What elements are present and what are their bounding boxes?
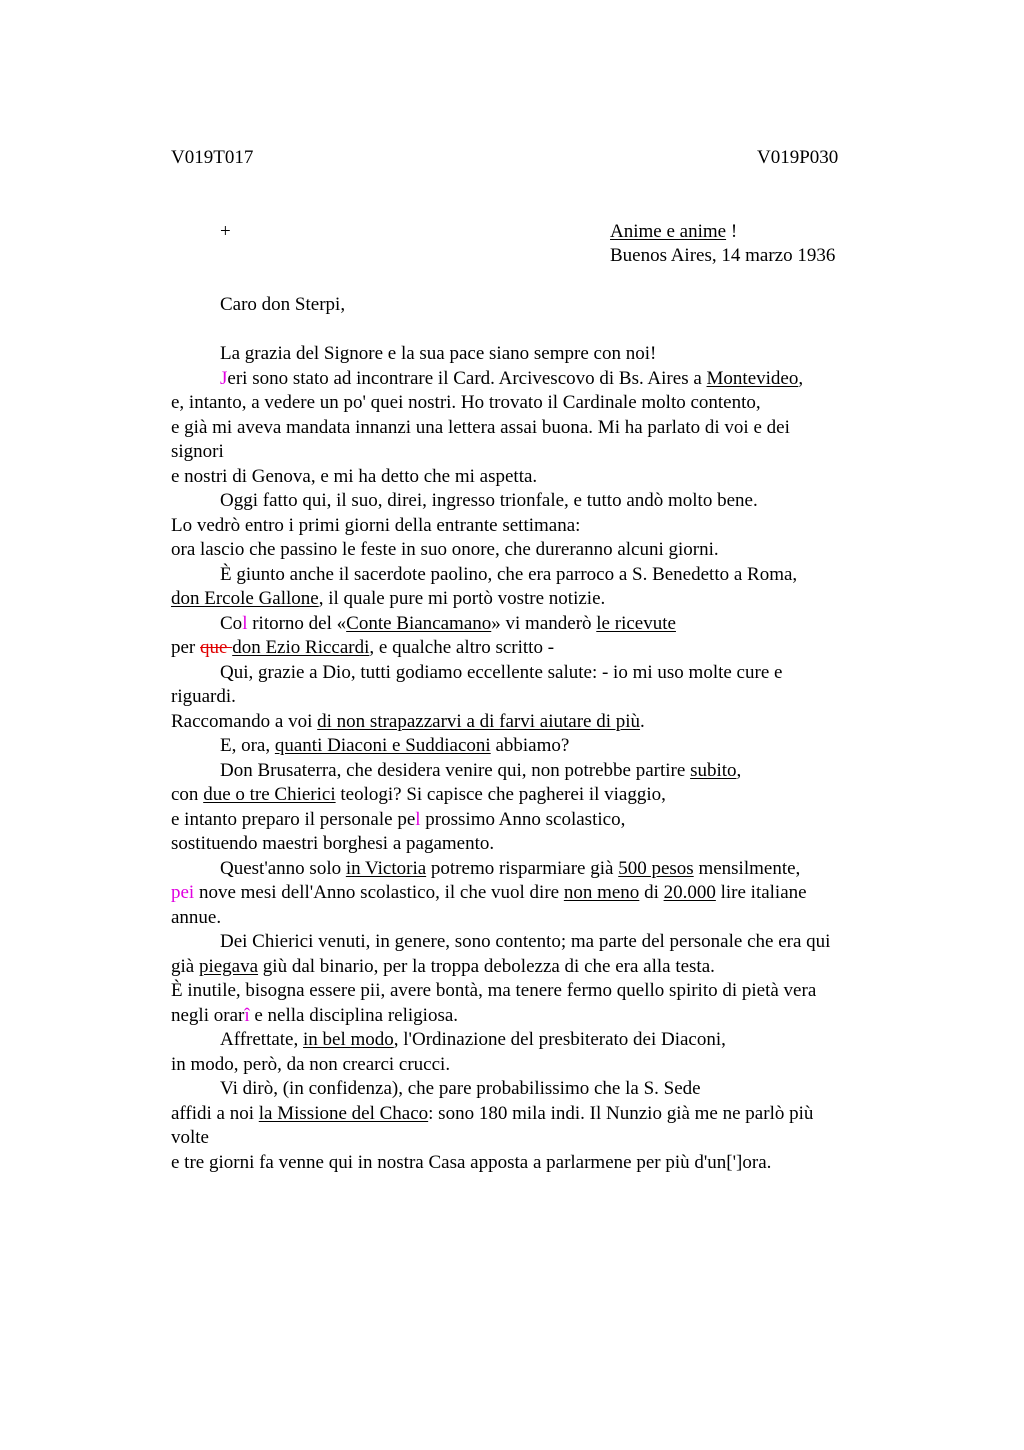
line-text: È giunto anche il sacerdote paolino, che era parroco a S. Benedetto a Roma, — [220, 563, 798, 585]
magenta-annotation: J — [220, 367, 228, 389]
line-text: eri sono stato ad incontrare il Card. Arcivescovo di Bs. Aires a — [227, 367, 707, 389]
magenta-annotation: î — [244, 1004, 250, 1026]
letter-line — [171, 979, 891, 1004]
line-text: Affrettate, — [220, 1029, 303, 1050]
underlined-text: non meno — [563, 882, 640, 903]
line-text: . — [640, 710, 645, 732]
line-text: e già mi aveva mandata innanzi una lettera assai buona. Mi ha parlato di voi e dei — [171, 416, 790, 438]
letter-line — [171, 881, 891, 906]
line-text: , il quale pure mi portò vostre notizie. — [318, 588, 606, 609]
letter-line — [171, 465, 891, 490]
underlined-text: subito — [690, 759, 737, 781]
place-date: Buenos Aires, 14 marzo 1936 — [610, 245, 836, 266]
underlined-text: quanti Diaconi e Suddiaconi — [274, 735, 491, 756]
line-text: » vi manderò — [491, 612, 597, 634]
line-text: signori — [171, 441, 224, 462]
line-text: affidi a noi — [171, 1102, 259, 1124]
letter-line — [171, 783, 891, 808]
underlined-text: due o tre Chierici — [203, 784, 336, 805]
line-text: mensilmente, — [693, 857, 801, 879]
line-text: già — [171, 955, 199, 977]
line-text: Quest'anno solo — [220, 857, 346, 879]
line-text: nove mesi dell'Anno scolastico, il che vuol dire — [194, 882, 564, 903]
letter-line — [171, 759, 891, 784]
magenta-annotation: l — [242, 612, 248, 634]
line-text: , e qualche altro scritto - — [369, 637, 555, 658]
letter-line — [171, 440, 891, 465]
cross-mark: + — [220, 221, 231, 242]
letter-line — [171, 489, 891, 514]
letter-line — [171, 808, 891, 833]
line-text: ora lascio che passino le feste in suo onore, che dureranno alcuni giorni. — [171, 539, 719, 560]
letter-line — [171, 1004, 891, 1029]
magenta-annotation: pei — [171, 882, 195, 903]
underlined-text: don Ezio Riccardi — [232, 637, 370, 658]
letter-line — [171, 538, 891, 563]
line-text: ritorno del « — [247, 612, 347, 634]
letter-line — [171, 857, 891, 882]
underlined-text: piegava — [198, 955, 259, 977]
letter-line — [171, 1077, 891, 1102]
line-text: e tre giorni fa venne qui in nostra Casa apposta a parlarmene per più d'un[']ora. — [171, 1151, 772, 1173]
letter-line — [171, 1126, 891, 1151]
letter-line — [171, 514, 891, 539]
letter-line — [171, 1053, 891, 1078]
letter-line — [171, 612, 891, 637]
doc-code-left: V019T017 — [171, 147, 254, 168]
line-text: di — [639, 882, 664, 903]
line-text: in modo, però, da non crearci crucci. — [171, 1053, 451, 1075]
underlined-text: Montevideo — [706, 367, 799, 389]
doc-code-right: V019P030 — [757, 147, 839, 168]
letter-line — [171, 955, 891, 980]
underlined-text: la Missione del Chaco — [258, 1102, 429, 1124]
line-text: Vi dirò, (in confidenza), che pare probabilissimo che la S. Sede — [220, 1078, 701, 1099]
line-text: E, ora, — [220, 735, 275, 756]
letter-line — [171, 636, 891, 661]
letter-line — [171, 342, 891, 367]
line-text: teologi? Si capisce che pagherei il viaggio, — [335, 784, 666, 805]
motto: Anime e anime — [610, 221, 727, 242]
line-text: e nostri di Genova, e mi ha detto che mi aspetta. — [171, 465, 538, 487]
letter-line — [171, 1102, 891, 1127]
underlined-text: 20.000 — [663, 882, 716, 903]
line-text: e nella disciplina religiosa. — [249, 1004, 459, 1026]
line-text: riguardi. — [171, 686, 236, 707]
underlined-text: di non strapazzarvi a di farvi aiutare di più — [317, 710, 641, 732]
line-text: abbiamo? — [490, 735, 570, 756]
line-text: sostituendo maestri borghesi a pagamento. — [171, 833, 495, 854]
letter-body — [171, 342, 891, 1175]
line-text: prossimo Anno scolastico, — [420, 808, 626, 830]
line-text: potremo risparmiare già — [426, 857, 619, 879]
line-text: , — [736, 759, 742, 781]
line-text: per — [171, 637, 201, 658]
deleted-text: que — [200, 637, 233, 658]
line-text: volte — [171, 1127, 209, 1148]
letter-line — [171, 685, 891, 710]
line-text: Raccomando a voi — [171, 710, 318, 732]
letter-line — [171, 587, 891, 612]
letter-line — [171, 661, 891, 686]
letter-line — [171, 563, 891, 588]
underlined-text: 500 pesos — [618, 857, 694, 879]
line-text: , l'Ordinazione del presbiterato dei Diaconi, — [393, 1029, 726, 1050]
letter-line — [171, 930, 891, 955]
line-text: Don Brusaterra, che desidera venire qui, non potrebbe partire — [220, 759, 691, 781]
line-text: , — [798, 367, 804, 389]
letter-line — [171, 391, 891, 416]
letter-line — [171, 416, 891, 441]
line-text: e, intanto, a vedere un po' quei nostri. Ho trovato il Cardinale molto contento, — [171, 392, 761, 413]
line-text: La grazia del Signore e la sua pace siano sempre con noi! — [220, 343, 657, 364]
line-text: Co — [220, 612, 243, 634]
line-text: giù dal binario, per la troppa debolezza di che era alla testa. — [258, 955, 715, 977]
line-text: negli orar — [171, 1004, 245, 1026]
underlined-text: don Ercole Gallone — [171, 588, 319, 609]
line-text: con — [171, 784, 204, 805]
line-text: Oggi fatto qui, il suo, direi, ingresso trionfale, e tutto andò molto bene. — [220, 490, 758, 511]
underlined-text: Conte Biancamano — [346, 612, 492, 634]
letter-line — [171, 1151, 891, 1176]
letter-line — [171, 734, 891, 759]
motto-line — [610, 220, 737, 245]
letter-line — [171, 367, 891, 392]
salutation: Caro don Sterpi, — [220, 294, 346, 315]
line-text: : sono 180 mila indi. Il Nunzio già me ne parlò più — [428, 1102, 814, 1124]
underlined-text: le ricevute — [596, 612, 676, 634]
line-text: Lo vedrò entro i primi giorni della entrante settimana: — [171, 514, 581, 536]
motto-suffix: ! — [726, 221, 738, 242]
underlined-text: in bel modo — [303, 1029, 394, 1050]
line-text: e intanto preparo il personale pe — [171, 808, 416, 830]
line-text: Qui, grazie a Dio, tutti godiamo eccellente salute: - io mi uso molte cure e — [220, 661, 783, 683]
line-text: Dei Chierici venuti, in genere, sono contento; ma parte del personale che era qui — [220, 931, 831, 952]
letter-line — [171, 832, 891, 857]
line-text: annue. — [171, 906, 222, 928]
letter-line — [171, 906, 891, 931]
letter-line — [171, 1028, 891, 1053]
letter-line — [171, 710, 891, 735]
underlined-text: in Victoria — [345, 857, 427, 879]
line-text: lire italiane — [715, 882, 807, 903]
magenta-annotation: l — [415, 808, 421, 830]
line-text: È inutile, bisogna essere pii, avere bontà, ma tenere fermo quello spirito di pietà vera — [171, 980, 817, 1001]
